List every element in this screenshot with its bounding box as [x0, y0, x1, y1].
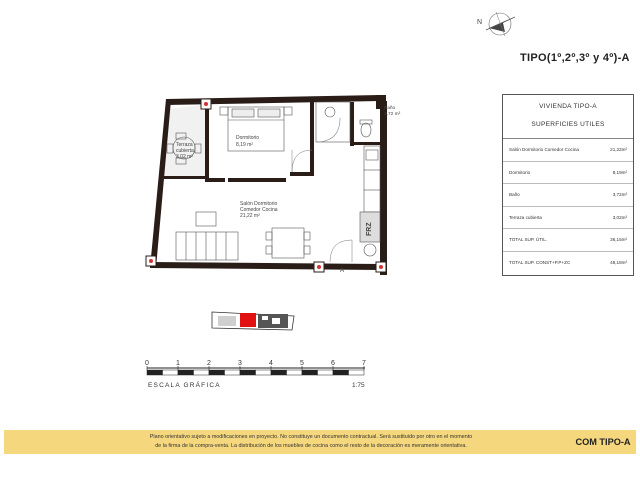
footer-note-line-1: Plano orientativo sujeto a modificaciones en proyecto. No constituye un documento contractual. Será sustituido por otro en el momento	[149, 434, 473, 440]
dining-table	[266, 228, 310, 258]
table-row	[503, 184, 633, 207]
scale-ratio: 1:75	[352, 382, 365, 389]
table-row	[503, 207, 633, 230]
row-value: 8,19m²	[612, 169, 627, 175]
footer-unit-code: COM TIPO-A	[575, 437, 631, 447]
scale-segment	[256, 370, 272, 375]
row-value: 21,22m²	[610, 147, 627, 153]
scale-segment	[240, 370, 256, 375]
bathroom-area: 3,72 m²	[384, 112, 401, 117]
row-label: TOTAL SUP. ÚTIL.	[509, 237, 548, 243]
surfaces-table	[502, 94, 634, 276]
scale-tick-label: 7	[362, 360, 366, 367]
bedroom-name: Dormitorio	[236, 135, 260, 141]
scale-segment	[349, 370, 365, 375]
table-row	[503, 229, 633, 252]
scale-tick-label: 5	[300, 360, 304, 367]
footer-disclaimer-bar	[4, 430, 636, 454]
footer-note	[4, 430, 570, 454]
table-row	[503, 139, 633, 162]
scale-tick-label: 3	[238, 360, 242, 367]
row-value: 3,72m²	[612, 192, 627, 198]
apartment-plan	[146, 95, 401, 275]
surfaces-table-title: VIVIENDA TIPO-A	[539, 103, 597, 110]
living-name-2: Comedor Cocina	[240, 207, 278, 213]
scale-segment	[147, 370, 163, 375]
scale-segment	[302, 370, 318, 375]
scale-tick-label: 6	[331, 360, 335, 367]
row-value: 3,02m²	[612, 214, 627, 220]
scale-segment	[178, 370, 194, 375]
scale-bar	[145, 360, 366, 389]
row-label: TOTAL SUP. CONST+P.P+ZC	[509, 260, 571, 266]
scale-segment	[318, 370, 334, 375]
terrace-name-2: cubierta	[176, 148, 194, 154]
bedroom-area: 8,19 m²	[236, 142, 253, 148]
table-row	[503, 162, 633, 185]
scale-segment	[271, 370, 287, 375]
row-label: Salón Dormitorio Comedor Cocina	[509, 147, 579, 153]
coffee-table	[196, 212, 216, 226]
scale-segment	[225, 370, 241, 375]
section-marker: A	[340, 268, 345, 274]
scale-segment	[163, 370, 179, 375]
living-name-1: Salón Dormitorio	[240, 201, 278, 207]
living-area: 21,22 m²	[240, 213, 260, 219]
surfaces-table-subtitle: SUPERFICIES UTILES	[531, 121, 605, 128]
unit-type-title: TIPO(1º,2º,3º y 4º)-A	[520, 52, 630, 64]
scale-tick-label: 1	[176, 360, 180, 367]
bathroom-name: Baño	[384, 106, 396, 111]
scale-segment	[209, 370, 225, 375]
fridge-label: FRZ	[366, 222, 373, 236]
scale-tick-label: 0	[145, 360, 149, 367]
scale-tick-label: 2	[207, 360, 211, 367]
double-bed	[220, 107, 292, 151]
key-plan	[212, 312, 294, 330]
scale-segment	[333, 370, 349, 375]
north-label: N	[477, 19, 483, 26]
row-label: Dormitorio	[509, 169, 531, 175]
row-label: Baño	[509, 192, 520, 198]
row-label: Terraza cubierta	[509, 214, 542, 220]
bathroom-fixtures	[316, 102, 372, 142]
terrace-name-1: Terraza	[176, 142, 193, 148]
kitchen-counter	[360, 146, 380, 256]
terrace-area: 3,02 m²	[176, 154, 193, 160]
scale-label: ESCALA GRÁFICA	[148, 382, 221, 389]
row-value: 48,18m²	[610, 260, 627, 266]
scale-tick-label: 4	[269, 360, 273, 367]
north-arrow-icon	[477, 12, 515, 36]
scale-segment	[287, 370, 303, 375]
sofa	[176, 232, 238, 260]
scale-segment	[194, 370, 210, 375]
footer-note-line-2: de la firma de la compra-venta. La distribución de los muebles de cocina como el resto de la decoración es meramente orientativa.	[155, 443, 467, 449]
table-row	[503, 252, 633, 275]
key-plan-highlight	[240, 313, 256, 327]
row-value: 36,15m²	[610, 237, 627, 243]
surfaces-table-header	[503, 95, 633, 139]
